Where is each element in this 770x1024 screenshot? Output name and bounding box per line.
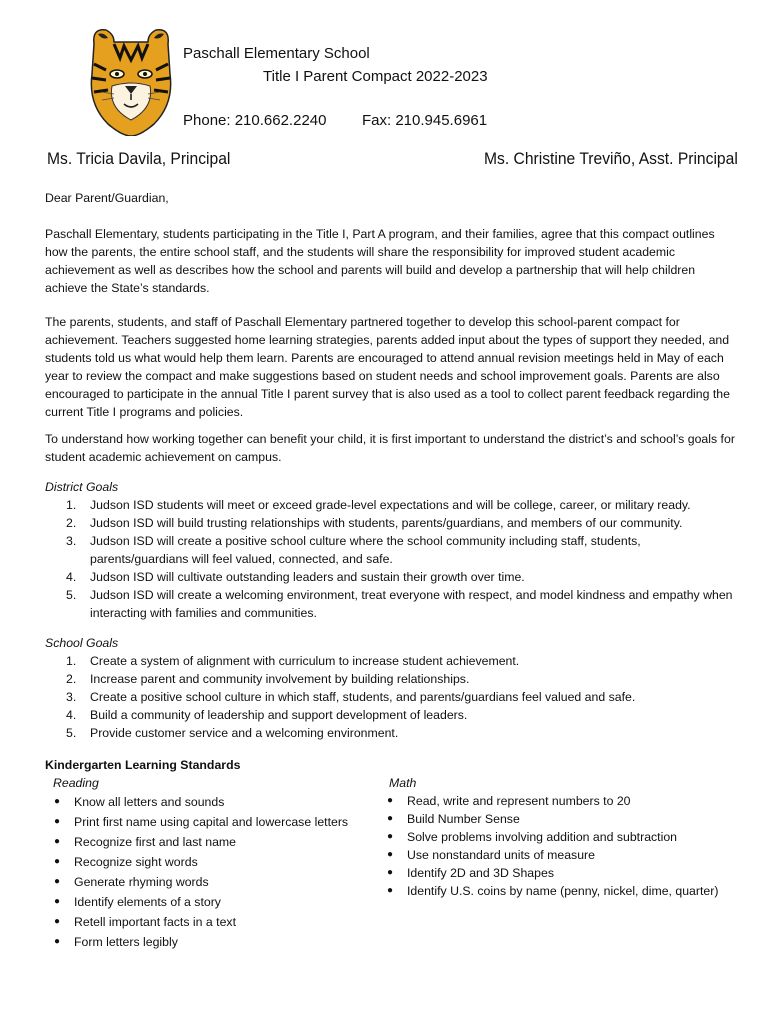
list-text: Build a community of leadership and support development of leaders. — [90, 708, 468, 722]
math-column — [378, 774, 738, 900]
list-number: 3. — [66, 690, 77, 704]
list-item — [45, 892, 385, 912]
bullet-icon: ● — [54, 896, 61, 907]
list-number: 2. — [66, 516, 77, 530]
list-text: Generate rhyming words — [74, 875, 209, 889]
list-item — [45, 852, 385, 872]
learning-standards-section — [45, 756, 745, 949]
paragraph-text: To understand how working together can benefit your child, it is first important to understand the district’s and school’s goals for student academic achievement on campus. — [45, 432, 735, 464]
list-item — [45, 832, 385, 852]
paragraph-text: Paschall Elementary, students participating in the Title I, Part A program, and their families, agree that this compact outlines how the parents, the entire school staff, and the students will share the responsibility for improved student academic achievement as well as describes how the school and parents will build and develop a partnership that will help children achieve the State’s standards. — [45, 227, 715, 295]
list-item — [378, 846, 738, 864]
list-item — [378, 828, 738, 846]
list-item — [45, 872, 385, 892]
bullet-icon: ● — [54, 836, 61, 847]
list-text: Recognize sight words — [74, 855, 198, 869]
standards-title: Kindergarten Learning Standards — [45, 758, 241, 772]
list-number: 5. — [66, 726, 77, 740]
list-text: Judson ISD will create a positive school culture where the school community including staff, students, parents/guardians will feel valued, connected, and safe. — [90, 534, 641, 566]
bullet-icon: ● — [54, 916, 61, 927]
list-text: Create a system of alignment with curriculum to increase student achievement. — [90, 654, 520, 668]
list-item — [45, 724, 735, 742]
bullet-icon: ● — [387, 795, 394, 806]
list-item — [45, 568, 735, 586]
list-item — [45, 912, 385, 932]
bullet-icon: ● — [54, 796, 61, 807]
math-title: Math — [389, 776, 417, 790]
list-item — [45, 792, 385, 812]
list-text: Recognize first and last name — [74, 835, 236, 849]
bullet-icon: ● — [54, 856, 61, 867]
list-text: Retell important facts in a text — [74, 915, 236, 929]
school-name: Paschall Elementary School — [183, 45, 370, 62]
list-text: Judson ISD students will meet or exceed grade-level expectations and will be college, career, or military ready. — [90, 498, 691, 512]
list-item — [378, 864, 738, 882]
school-goals-title: School Goals — [45, 636, 119, 650]
list-text: Build Number Sense — [407, 812, 520, 826]
list-text: Judson ISD will cultivate outstanding leaders and sustain their growth over time. — [90, 570, 525, 584]
bullet-icon: ● — [387, 813, 394, 824]
list-text: Use nonstandard units of measure — [407, 848, 595, 862]
bullet-icon: ● — [54, 876, 61, 887]
bullet-icon: ● — [54, 816, 61, 827]
list-item — [45, 932, 385, 952]
list-item — [378, 792, 738, 810]
list-item — [45, 586, 735, 622]
list-text: Read, write and represent numbers to 20 — [407, 794, 631, 808]
bullet-icon: ● — [387, 867, 394, 878]
list-item — [378, 882, 738, 900]
list-item — [378, 810, 738, 828]
list-number: 2. — [66, 672, 77, 686]
list-number: 1. — [66, 498, 77, 512]
list-text: Judson ISD will build trusting relationships with students, parents/guardians, and members of our community. — [90, 516, 683, 530]
list-number: 5. — [66, 588, 77, 602]
principal-name: Ms. Tricia Davila, Principal — [47, 149, 231, 168]
list-item — [45, 496, 735, 514]
district-goals-section — [45, 478, 735, 622]
list-item — [45, 706, 735, 724]
list-number: 4. — [66, 708, 77, 722]
list-text: Judson ISD will create a welcoming environment, treat everyone with respect, and model kindness and empathy when interacting with families and communities. — [90, 588, 733, 620]
bullet-icon: ● — [387, 849, 394, 860]
fax-number: Fax: 210.945.6961 — [362, 112, 488, 129]
list-text: Provide customer service and a welcoming environment. — [90, 726, 399, 740]
paragraph-text: The parents, students, and staff of Paschall Elementary partnered together to develop this school-parent compact for achievement. Teachers suggested home learning strategies, parents added input about the types of support they needed, and students told us what would help them learn. Parents are encouraged to attend annual revision meetings held in May of each year to review the compact and make suggestions based on student needs and school improvement goals. Parents are also encouraged to participate in the annual Title I parent survey that is also used as a tool to collect parent feedback regarding the current Title I programs and policies. — [45, 315, 730, 419]
list-number: 3. — [66, 534, 77, 548]
school-goals-section — [45, 634, 735, 742]
district-goals-title: District Goals — [45, 480, 119, 494]
list-text: Increase parent and community involvement by building relationships. — [90, 672, 470, 686]
math-list — [378, 792, 738, 900]
list-item — [45, 652, 735, 670]
list-text: Solve problems involving addition and subtraction — [407, 830, 678, 844]
reading-column — [45, 774, 385, 952]
paragraph-2 — [45, 313, 735, 421]
letter-greeting: Dear Parent/Guardian, — [45, 191, 169, 205]
school-goals-list — [45, 652, 735, 742]
paragraph-1 — [45, 225, 735, 297]
list-text: Identify elements of a story — [74, 895, 221, 909]
reading-list — [45, 792, 385, 952]
list-text: Identify 2D and 3D Shapes — [407, 866, 554, 880]
list-text: Know all letters and sounds — [74, 795, 225, 809]
paragraph-3 — [45, 430, 735, 466]
list-text: Form letters legibly — [74, 935, 178, 949]
list-item — [45, 532, 735, 568]
list-item — [45, 688, 735, 706]
list-number: 1. — [66, 654, 77, 668]
district-goals-list — [45, 496, 735, 622]
list-item — [45, 670, 735, 688]
list-item — [45, 812, 385, 832]
list-text: Print first name using capital and lowercase letters — [74, 815, 349, 829]
bullet-icon: ● — [387, 885, 394, 896]
compact-title: Title I Parent Compact 2022-2023 — [263, 68, 488, 85]
list-item — [45, 514, 735, 532]
list-text: Create a positive school culture in which staff, students, and parents/guardians feel valued and safe. — [90, 690, 636, 704]
reading-title: Reading — [53, 776, 99, 790]
bullet-icon: ● — [54, 936, 61, 947]
tiger-mascot-logo — [84, 24, 178, 136]
list-number: 4. — [66, 570, 77, 584]
bullet-icon: ● — [387, 831, 394, 842]
list-text: Identify U.S. coins by name (penny, nickel, dime, quarter) — [407, 884, 719, 898]
phone-number: Phone: 210.662.2240 — [183, 112, 327, 129]
asst-principal-name: Ms. Christine Treviño, Asst. Principal — [484, 149, 738, 168]
